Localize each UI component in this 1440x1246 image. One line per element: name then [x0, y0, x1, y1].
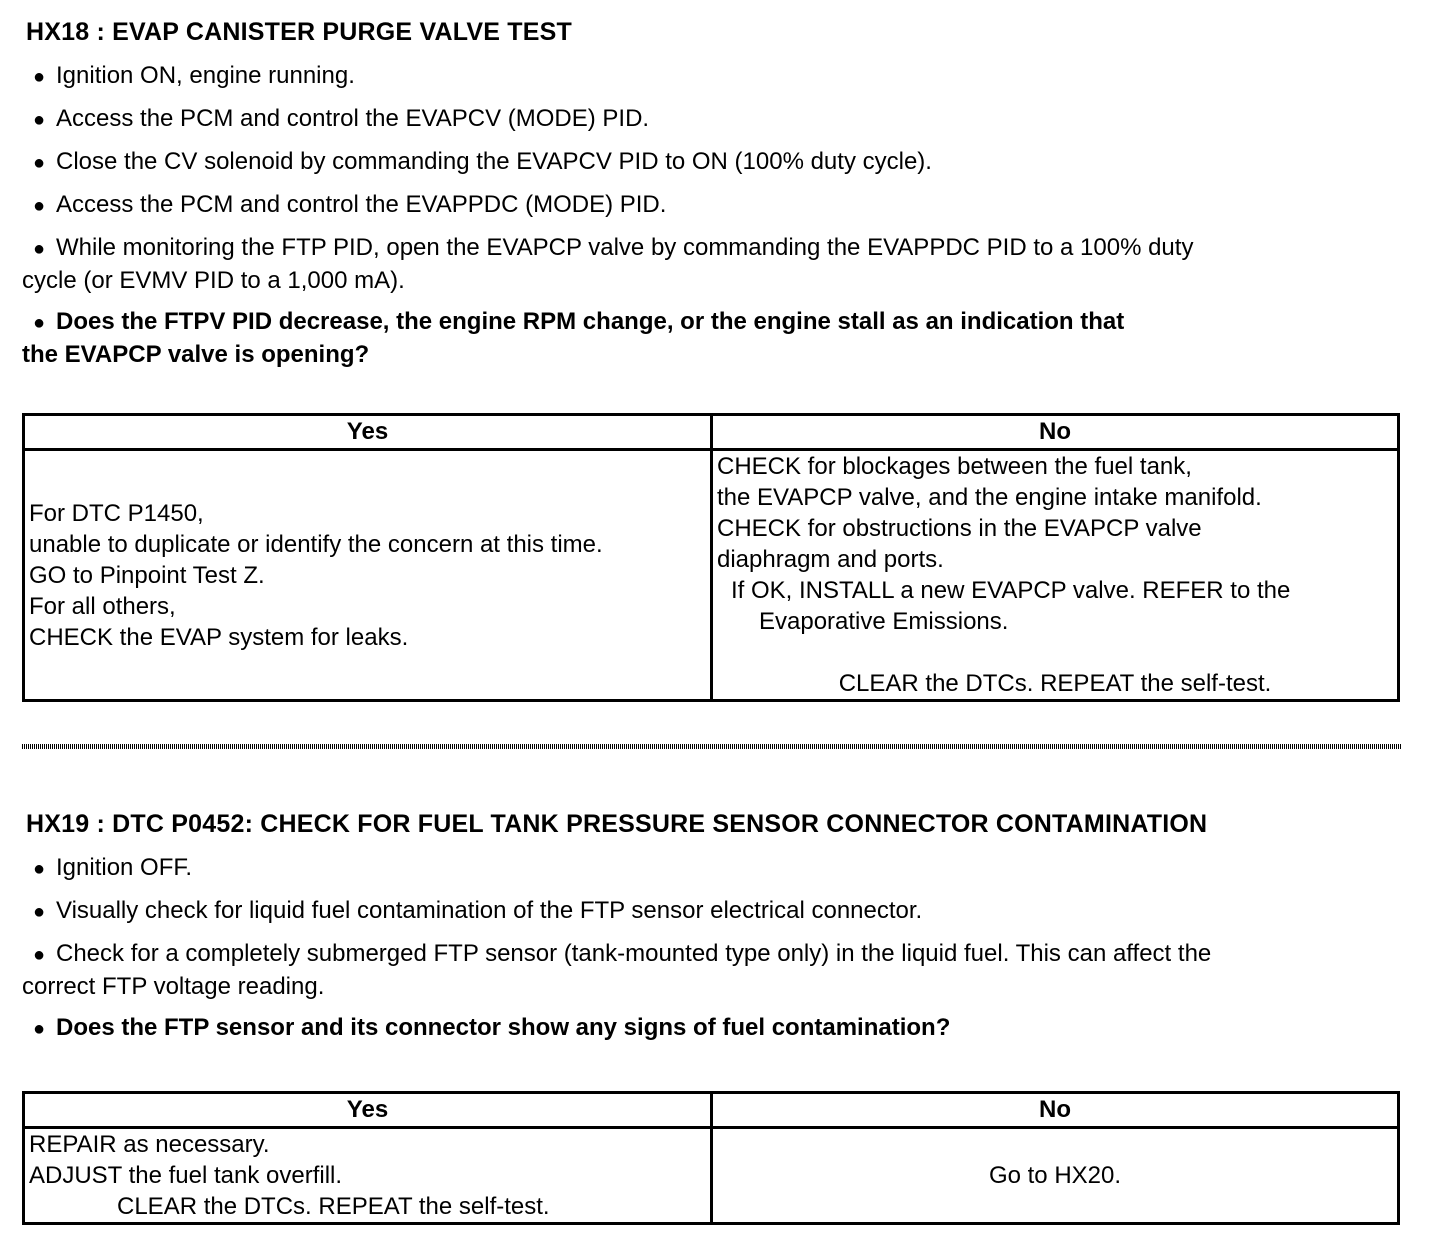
hx19-title: HX19 : DTC P0452: CHECK FOR FUEL TANK PRESSURE SENSOR CONNECTOR CONTAMINATION: [26, 810, 1208, 838]
yes-header: Yes: [24, 1093, 712, 1128]
hx18-yes-cell: For DTC P1450, unable to duplicate or identify the concern at this time. GO to Pinpoint Test Z. For all others, CHECK the EVAP system for leaks.: [24, 450, 712, 701]
no-header: No: [712, 415, 1399, 450]
no-header: No: [712, 1093, 1399, 1128]
hx18-result-table: [22, 413, 1400, 702]
hx18-step-5: ● While monitoring the FTP PID, open the EVAPCP valve by commanding the EVAPPDC PID to a 100% duty cycle (or EVMV PID to a 1,000 mA).: [22, 234, 1194, 294]
hx19-step-1: ● Ignition OFF.: [22, 852, 1402, 885]
bullet-icon: ●: [32, 1018, 46, 1040]
hx18-no-cell: CHECK for blockages between the fuel tank, the EVAPCP valve, and the engine intake manifold. CHECK for obstructions in the EVAPCP valve diaphragm and ports. If OK, INSTALL a new EVAPCP valve. REFER to the Evaporative Emissions. CLEAR the DTCs. REPEAT the self-test.: [712, 450, 1399, 701]
hx19-step-3: ● Check for a completely submerged FTP sensor (tank-mounted type only) in the liquid fuel. This can affect the correct FTP voltage reading.: [22, 940, 1212, 1000]
bullet-icon: ●: [32, 152, 46, 174]
section-divider: [22, 744, 1402, 749]
hx18-title: HX18 : EVAP CANISTER PURGE VALVE TEST: [26, 18, 572, 46]
hx18-question: ● Does the FTPV PID decrease, the engine RPM change, or the engine stall as an indication that the EVAPCP valve is opening?: [22, 308, 1125, 368]
bullet-icon: ●: [32, 238, 46, 260]
bullet-icon: ●: [32, 195, 46, 217]
hx18-step-3: ● Close the CV solenoid by commanding the EVAPCV PID to ON (100% duty cycle).: [22, 146, 1402, 179]
yes-header: Yes: [24, 415, 712, 450]
hx18-step-1: ● Ignition ON, engine running.: [22, 60, 1402, 93]
hx19-yes-cell: REPAIR as necessary. ADJUST the fuel tank overfill. CLEAR the DTCs. REPEAT the self-test.: [24, 1128, 712, 1224]
bullet-icon: ●: [32, 901, 46, 923]
hx19-question: ● Does the FTP sensor and its connector show any signs of fuel contamination?: [22, 1012, 1402, 1045]
bullet-icon: ●: [32, 944, 46, 966]
hx18-step-4: ● Access the PCM and control the EVAPPDC (MODE) PID.: [22, 189, 1402, 222]
bullet-icon: ●: [32, 109, 46, 131]
bullet-icon: ●: [32, 858, 46, 880]
hx19-section: [22, 806, 1402, 1045]
hx19-step-2: ● Visually check for liquid fuel contamination of the FTP sensor electrical connector.: [22, 895, 1402, 928]
bullet-icon: ●: [32, 312, 46, 334]
bullet-icon: ●: [32, 66, 46, 88]
hx19-no-cell: Go to HX20.: [712, 1128, 1399, 1224]
hx18-step-2: ● Access the PCM and control the EVAPCV (MODE) PID.: [22, 103, 1402, 136]
hx19-result-table: [22, 1091, 1400, 1225]
hx18-section: [22, 14, 1402, 370]
